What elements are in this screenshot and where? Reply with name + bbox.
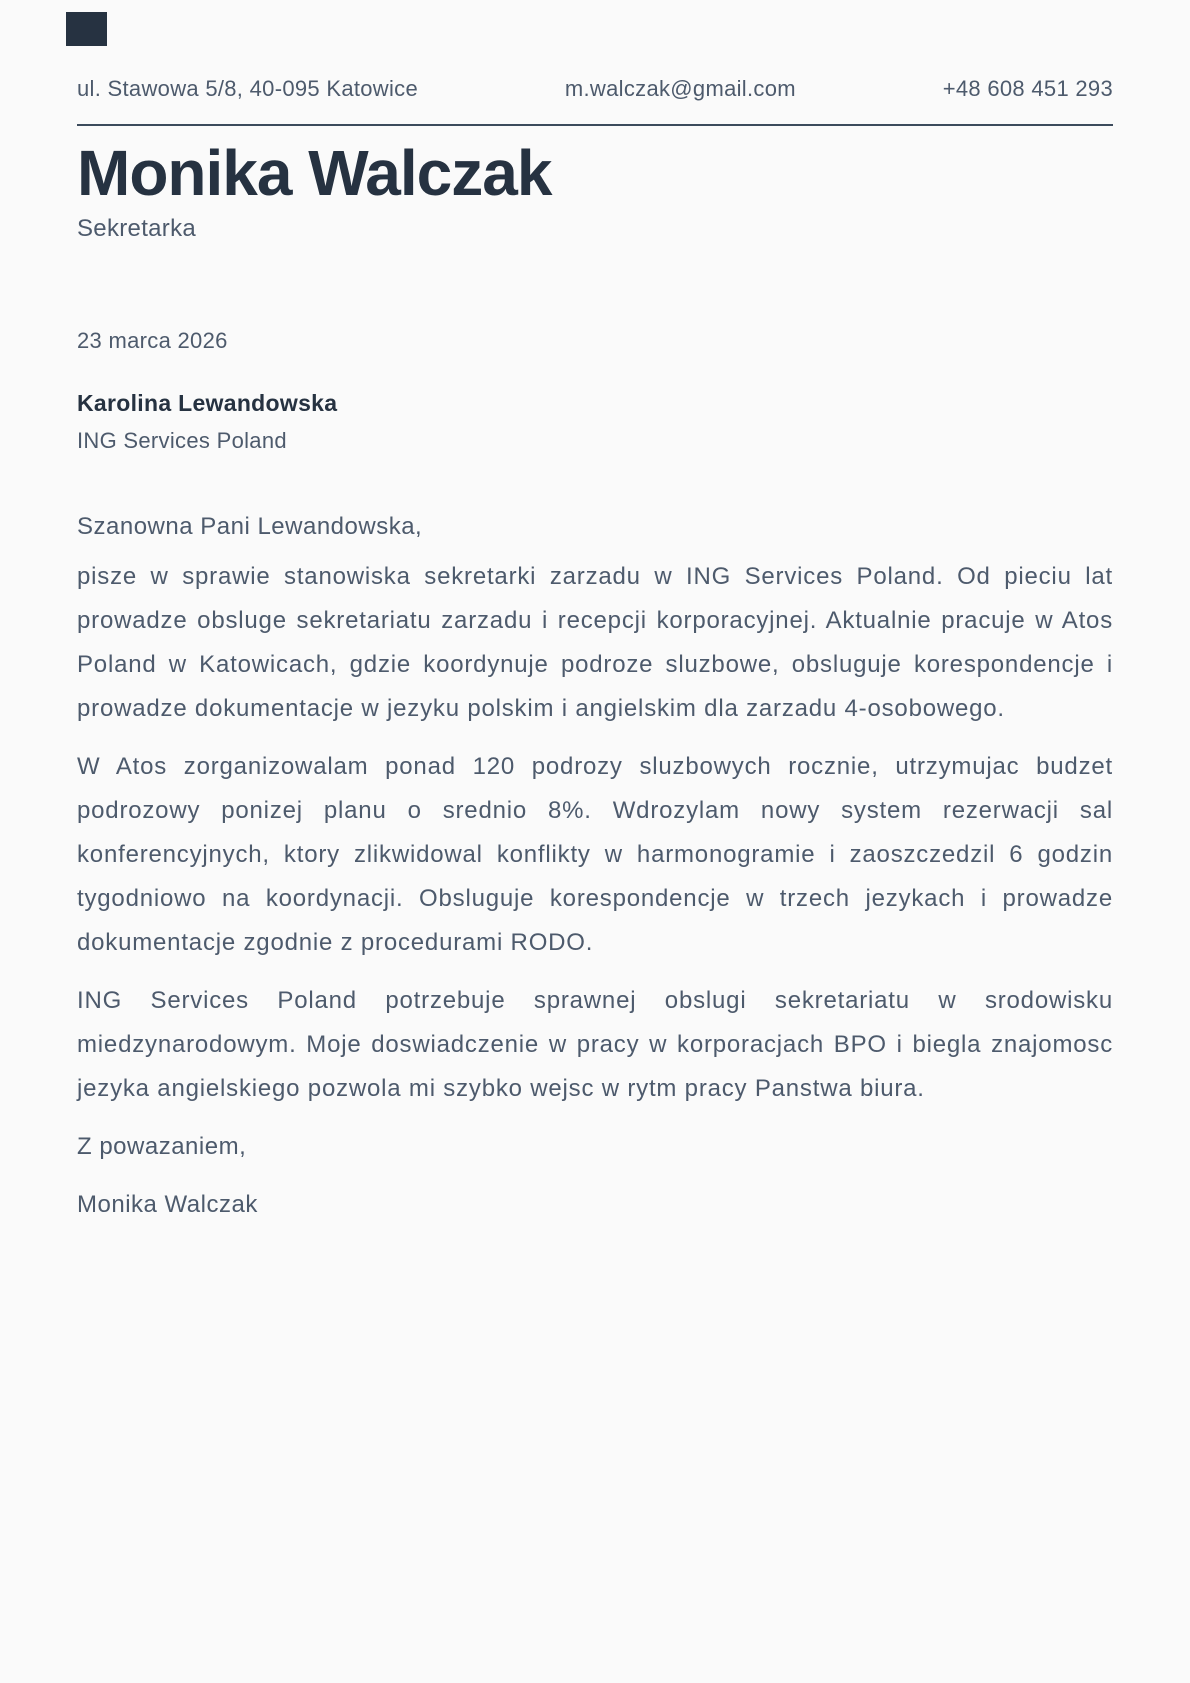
letter-date: 23 marca 2026 <box>77 328 228 353</box>
letter-closing: Z powazaniem, <box>77 1133 247 1160</box>
contact-address: ul. Stawowa 5/8, 40-095 Katowice <box>77 76 419 101</box>
contact-email: m.walczak@gmail.com <box>564 76 796 101</box>
job-title: Sekretarka <box>77 215 197 242</box>
contact-phone: +48 608 451 293 <box>942 76 1113 101</box>
letter-signature: Monika Walczak <box>77 1191 258 1218</box>
page-title: Monika Walczak <box>77 137 552 209</box>
letter-paragraph-2: W Atos zorganizowalam ponad 120 podrozy sluzbowych rocznie, utrzymujac budzet podrozowy ponizej planu o srednio 8%. Wdrozylam nowy system rezerwacji sal konferencyjnych, ktory zlikwidowal konflikty w harmonogramie i zaoszczedzil 6 godzin tygodniowo na koordynacji. Obsluguje korespondencje w trzech jezykach i prowadze dokumentacje zgodnie z procedurami RODO. <box>77 753 1113 956</box>
recipient-company: ING Services Poland <box>77 428 287 453</box>
letter-greeting: Szanowna Pani Lewandowska, <box>77 513 423 540</box>
contact-bar <box>77 0 1113 102</box>
brand-mark-icon <box>66 12 107 46</box>
recipient-name: Karolina Lewandowska <box>77 390 338 416</box>
recipient-block <box>77 388 1113 456</box>
letter-paragraph-3: ING Services Poland potrzebuje sprawnej obslugi sekretariatu w srodowisku miedzynarodowym. Moje doswiadczenie w pracy w korporacjach BPO i biegla znajomosc jezyka angielskiego pozwola mi szybko wejsc w rytm pracy Panstwa biura. <box>77 987 1113 1102</box>
letter-paragraph-1: pisze w sprawie stanowiska sekretarki zarzadu w ING Services Poland. Od pieciu lat prowadze obsluge sekretariatu zarzadu i recepcji korporacyjnej. Aktualnie pracuje w Atos Poland w Katowicach, gdzie koordynuje podroze sluzbowe, obsluguje korespondencje i prowadze dokumentacje w jezyku polskim i angielskim dla zarzadu 4-osobowego. <box>77 563 1113 722</box>
header-divider <box>77 124 1113 126</box>
